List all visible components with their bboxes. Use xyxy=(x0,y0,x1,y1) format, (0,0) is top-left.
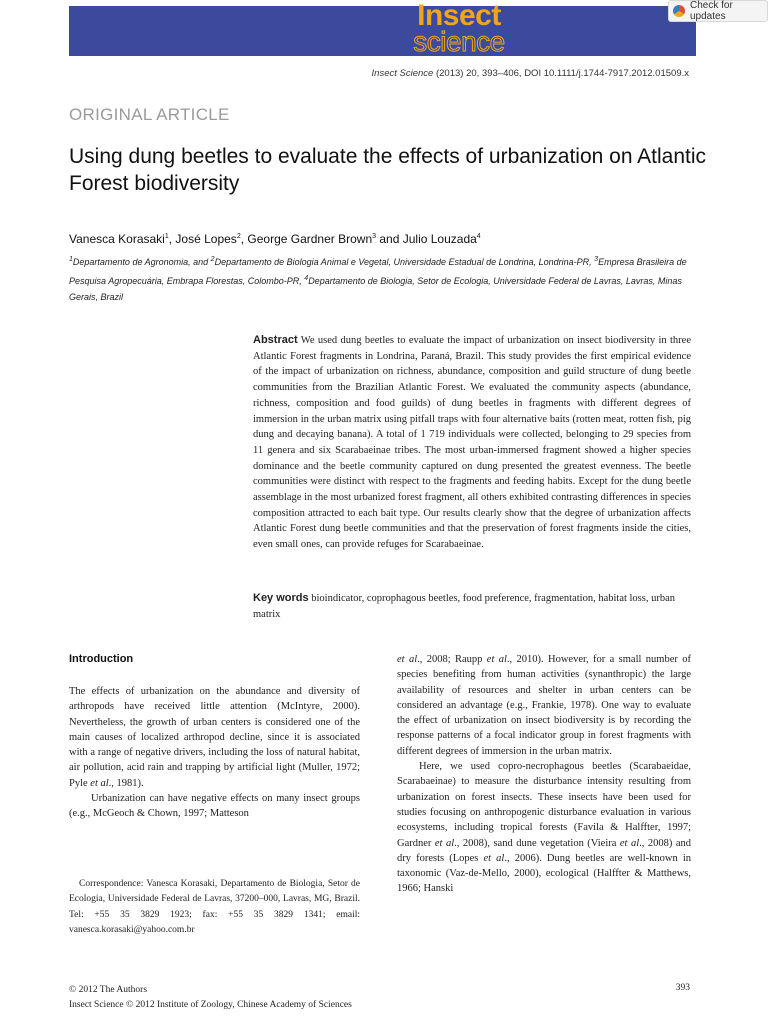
article-title: Using dung beetles to evaluate the effects of urbanization on Atlantic Forest biodiversity xyxy=(69,145,707,195)
abstract-text: We used dung beetles to evaluate the impact of urbanization on insect biodiversity in three Atlantic Forest fragments in Londrina, Paraná, Brazil. This study provides the first empirical evidence of the impact of urbanization on richness, abundance, composition and guild structure of dung beetle communities from the Brazilian Atlantic Forest. We evaluated the community aspects (abundance, richness, composition and food guilds) of dung beetles in fragments with different degrees of immersion in the urban matrix using pitfall traps with four alternative baits (rotten meat, rotten fish, pig dung and decaying banana). A total of 1 719 individuals were collected, belonging to 29 species from 11 genera and six Scarabaeinae tribes. The most urban-immersed fragment showed a higher species dominance and the beetle community captured on dung presented the greatest evenness. The beetle communities were distinct with respect to the fragments and feeding habits. Except for the dung beetle assemblage in the most urbanized forest fragment, all others exhibited contrasting differences in species composition attracted to each bait type. Our results clearly show that the degree of urbanization affects Atlantic Forest dung beetle communities and that the preservation of forest fragments inside the cities, even small ones, can provide refuges for Scarabaeinae. xyxy=(253,335,691,551)
journal-logo xyxy=(369,0,549,57)
logo-word-insect: Insect xyxy=(417,0,501,32)
affiliations: $^1$Departamento de Agronomia, and $^2$Departamento de Biologia Animal e Vegetal, Universidade Estadual de Londrina, Londrina-PR, $^3$Empresa Brasileira de Pesquisa Agropecuária, Embrapa Florestas, Colombo-PR, $^4$Departamento de Biologia, Setor de Ecologia, Universidade Federal de Lavras, Lavras, Minas Gerais, Brazil xyxy=(69,256,687,302)
copyright-footer xyxy=(69,983,352,1013)
affiliation: Departamento de Agronomia, and xyxy=(72,257,211,267)
paragraph: Urbanization can have negative effects on many insect groups (e.g., McGeoch & Chown, 1997; Matteson xyxy=(69,793,360,820)
introduction-heading: Introduction xyxy=(69,653,134,665)
logo-word-science: science xyxy=(413,26,505,57)
article-type-label: ORIGINAL ARTICLE xyxy=(69,105,230,124)
paragraph: Here, we used copro-necrophagous beetles (Scarabaeidae, Scarabaeinae) to measure the disturbance intensity resulting from urbanization on forest insects. These insects have been used for studies focusing on anthropogenic disturbance evaluation in various ecosystems, including tropical forests (Favila & Halffter, 1997; Gardner et al., 2008), sand dune vegetation (Vieira et al., 2008) and dry forests (Lopes et al., 2006). Dung beetles are well-known in taxonomic (Vaz-de-Mello, 2000), ecological (Halffter & Matthews, 1966; Hanski xyxy=(397,761,691,895)
copyright-line-1: © 2012 The Authors xyxy=(69,985,148,995)
paragraph: et al., 2008; Raupp et al., 2010). However, for a small number of species benefiting from human activities (synanthropic) the large availability of resources and shelter in urban centers can be considered an advantage (e.g., Frankie, 1978). One way to evaluate the effect of urbanization on insect biodiversity is by recording the response patterns of a focal indicator group in forest fragments with different degrees of immersion in the urban matrix. xyxy=(397,654,691,757)
keywords-text: bioindicator, coprophagous beetles, food preference, fragmentation, habitat loss, urban matrix xyxy=(253,593,676,620)
journal-banner xyxy=(69,0,696,57)
author-name: Julio Louzada xyxy=(402,232,477,246)
copyright-line-2: Insect Science © 2012 Institute of Zoology, Chinese Academy of Sciences xyxy=(69,1000,352,1010)
affiliation: Departamento de Biologia Animal e Vegetal, Universidade Estadual de Londrina, Londrina-PR, xyxy=(214,257,595,267)
right-column xyxy=(397,652,691,897)
keywords xyxy=(253,591,691,622)
abstract xyxy=(253,333,691,553)
page-number: 393 xyxy=(675,983,690,993)
author-name: Vanesca Korasaki xyxy=(69,232,165,246)
crossmark-icon xyxy=(673,5,685,17)
correspondence-text: Correspondence: Vanesca Korasaki, Departamento de Biologia, Setor de Ecologia, Universidade Federal de Lavras, 37200–000, Lavras, MG, Brazil. Tel: +55 35 3829 1923; fax: +55 35 3829 1341; email: vanesca.korasaki@yahoo.com.br xyxy=(69,879,360,935)
check-for-updates-button[interactable] xyxy=(668,0,768,22)
keywords-heading: Key words xyxy=(253,592,309,604)
check-for-updates-label: Check for updates xyxy=(690,0,733,22)
author-name: José Lopes xyxy=(175,232,237,246)
citation-journal: Insect Science xyxy=(371,68,434,79)
paragraph: The effects of urbanization on the abundance and diversity of arthropods have received little attention (McIntyre, 2000). Nevertheless, the growth of urban centers is considered one of the main causes of localized arthropod decline, since it is associated with a range of negative drivers, including the loss of natural habitat, air pollution, acid rain and trapping by artificial light (Muller, 1972; Pyle et al., 1981). xyxy=(69,686,360,789)
author-list: Vanesca Korasaki$^1$, José Lopes$^2$, George Gardner Brown$^3$ and Julio Louzada$^4$ xyxy=(69,232,481,246)
author-name: George Gardner Brown xyxy=(247,232,373,246)
correspondence-note xyxy=(69,877,360,938)
affiliation: Empresa Brasileira de Pesquisa Agropecuária, Embrapa Florestas, Colombo-PR, xyxy=(69,257,687,286)
citation-line xyxy=(372,68,689,79)
left-column xyxy=(69,684,360,822)
affiliation: Departamento de Biologia, Setor de Ecologia, Universidade Federal de Lavras, Lavras, Minas Gerais, Brazil xyxy=(69,275,682,302)
citation-details: (2013) 20, 393–406, DOI 10.1111/j.1744-7917.2012.01509.x xyxy=(433,68,689,79)
abstract-heading: Abstract xyxy=(253,334,298,346)
